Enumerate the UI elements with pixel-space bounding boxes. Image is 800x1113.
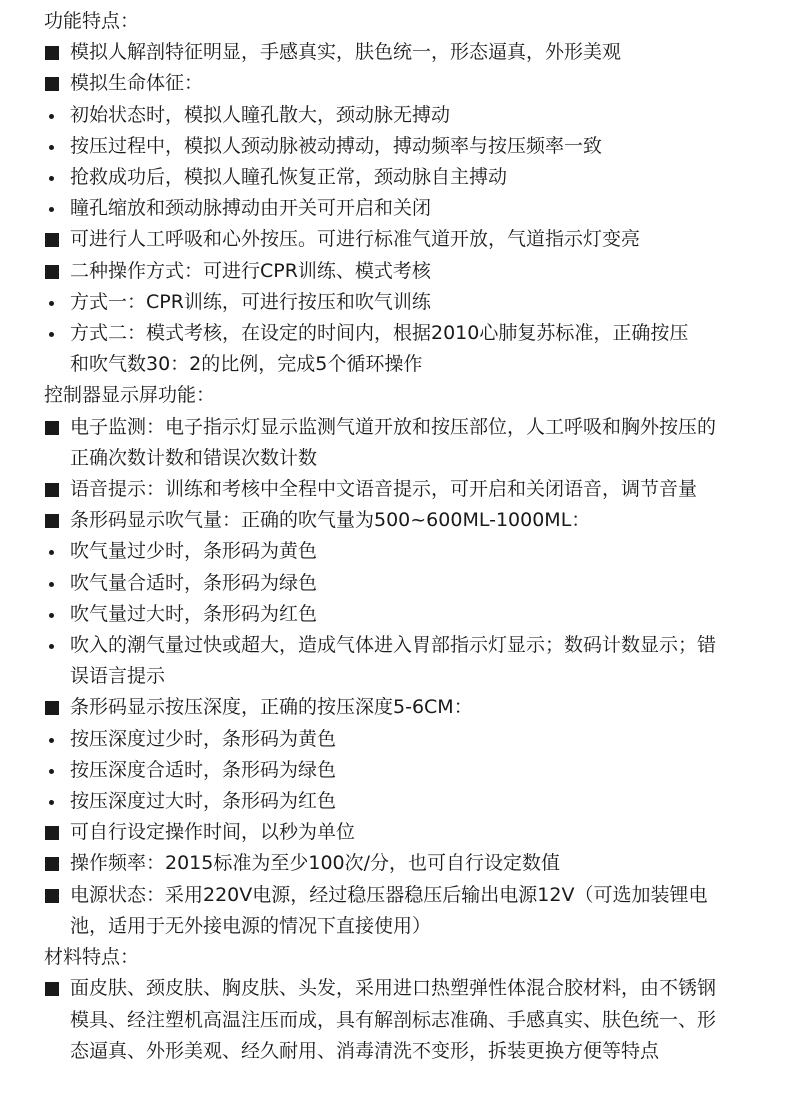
line-text: 误语言提示 — [70, 665, 166, 688]
line-text: 模拟人解剖特征明显，手感真实，肤色统一，形态逼真，外形美观 — [70, 41, 622, 64]
line-text: 模拟生命体征： — [70, 72, 204, 95]
line-text: 吹气量过大时，条形码为红色 — [70, 602, 318, 625]
bullet-item — [44, 412, 760, 443]
square-bullet-icon — [45, 46, 59, 60]
section-heading — [44, 6, 760, 37]
line-text: 电源状态：采用220V电源，经过稳压器稳压后输出电源12V（可选加装锂电 — [70, 883, 708, 906]
dot-bullet-icon — [49, 301, 54, 306]
square-bullet-icon — [45, 889, 59, 903]
bullet-item — [44, 692, 760, 723]
line-text: 条形码显示按压深度，正确的按压深度5-6CM： — [70, 696, 473, 719]
line-text: 可自行设定操作时间，以秒为单位 — [70, 821, 356, 844]
line-text: 语音提示：训练和考核中全程中文语音提示，可开启和关闭语音，调节音量 — [70, 478, 698, 501]
bullet-item — [44, 848, 760, 879]
continuation-line — [44, 349, 760, 380]
continuation-line — [44, 1005, 760, 1036]
sub-bullet-item — [44, 786, 760, 817]
square-bullet-icon — [45, 701, 59, 715]
square-bullet-icon — [45, 857, 59, 871]
sub-bullet-item — [44, 287, 760, 318]
section-heading — [44, 380, 760, 411]
square-bullet-icon — [45, 265, 59, 279]
sub-bullet-item — [44, 568, 760, 599]
dot-bullet-icon — [49, 550, 54, 555]
line-text: 可进行人工呼吸和心外按压。可进行标准气道开放，气道指示灯变亮 — [70, 228, 641, 251]
line-text: 方式一：CPR训练，可进行按压和吹气训练 — [70, 290, 431, 313]
continuation-line — [44, 911, 760, 942]
line-text: 初始状态时，模拟人瞳孔散大，颈动脉无搏动 — [70, 103, 451, 126]
line-text: 吹气量合适时，条形码为绿色 — [70, 571, 318, 594]
dot-bullet-icon — [49, 332, 54, 337]
sub-bullet-item — [44, 536, 760, 567]
line-text: 池，适用于无外接电源的情况下直接使用） — [70, 914, 432, 937]
bullet-item — [44, 817, 760, 848]
section-heading — [44, 942, 760, 973]
line-text: 方式二：模式考核，在设定的时间内，根据2010心肺复苏标准，正确按压 — [70, 322, 689, 345]
dot-bullet-icon — [49, 176, 54, 181]
line-text: 面皮肤、颈皮肤、胸皮肤、头发，采用进口热塑弹性体混合胶材料，由不锈钢 — [70, 977, 717, 1000]
line-text: 按压深度合适时，条形码为绿色 — [70, 758, 337, 781]
dot-bullet-icon — [49, 613, 54, 618]
square-bullet-icon — [45, 483, 59, 497]
continuation-line — [44, 1036, 760, 1067]
square-bullet-icon — [45, 514, 59, 528]
dot-bullet-icon — [49, 800, 54, 805]
bullet-item — [44, 880, 760, 911]
bullet-item — [44, 474, 760, 505]
line-text: 按压深度过少时，条形码为黄色 — [70, 727, 337, 750]
sub-bullet-item — [44, 630, 760, 661]
line-text: 瞳孔缩放和颈动脉搏动由开关可开启和关闭 — [70, 197, 432, 220]
square-bullet-icon — [45, 421, 59, 435]
square-bullet-icon — [45, 826, 59, 840]
line-text: 电子监测：电子指示灯显示监测气道开放和按压部位，人工呼吸和胸外按压的 — [70, 415, 717, 438]
square-bullet-icon — [45, 982, 59, 996]
line-text: 二种操作方式：可进行CPR训练、模式考核 — [70, 259, 431, 282]
bullet-item — [44, 68, 760, 99]
line-text: 控制器显示屏功能： — [44, 384, 216, 407]
bullet-item — [44, 256, 760, 287]
line-text: 材料特点： — [44, 946, 140, 969]
bullet-item — [44, 973, 760, 1004]
line-text: 按压深度过大时，条形码为红色 — [70, 790, 337, 813]
continuation-line — [44, 661, 760, 692]
sub-bullet-item — [44, 318, 760, 349]
sub-bullet-item — [44, 193, 760, 224]
sub-bullet-item — [44, 755, 760, 786]
line-text: 功能特点： — [44, 10, 140, 32]
line-text: 按压过程中，模拟人颈动脉被动搏动，搏动频率与按压频率一致 — [70, 134, 603, 157]
square-bullet-icon — [45, 233, 59, 247]
sub-bullet-item — [44, 131, 760, 162]
line-text: 条形码显示吹气量：正确的吹气量为500~600ML-1000ML： — [70, 509, 591, 532]
dot-bullet-icon — [49, 769, 54, 774]
square-bullet-icon — [45, 77, 59, 91]
bullet-item — [44, 505, 760, 536]
line-text: 正确次数计数和错误次数计数 — [70, 446, 318, 469]
dot-bullet-icon — [49, 207, 54, 212]
sub-bullet-item — [44, 599, 760, 630]
line-text: 吹气量过少时，条形码为黄色 — [70, 540, 318, 563]
line-text: 模具、经注塑机高温注压而成，具有解剖标志准确、手感真实、肤色统一、形 — [70, 1008, 717, 1031]
continuation-line — [44, 443, 760, 474]
dot-bullet-icon — [49, 114, 54, 119]
dot-bullet-icon — [49, 644, 54, 649]
line-text: 和吹气数30：2的比例，完成5个循环操作 — [70, 353, 423, 376]
sub-bullet-item — [44, 724, 760, 755]
dot-bullet-icon — [49, 738, 54, 743]
line-text: 吹入的潮气量过快或超大，造成气体进入胃部指示灯显示；数码计数显示；错 — [70, 634, 717, 657]
bullet-item — [44, 37, 760, 68]
sub-bullet-item — [44, 162, 760, 193]
dot-bullet-icon — [49, 145, 54, 150]
line-text: 操作频率：2015标准为至少100次/分，也可自行设定数值 — [70, 852, 561, 875]
line-text: 态逼真、外形美观、经久耐用、消毒清洗不变形，拆装更换方便等特点 — [70, 1039, 660, 1062]
bullet-item — [44, 224, 760, 255]
line-text: 抢救成功后，模拟人瞳孔恢复正常，颈动脉自主搏动 — [70, 166, 508, 189]
sub-bullet-item — [44, 100, 760, 131]
dot-bullet-icon — [49, 582, 54, 587]
